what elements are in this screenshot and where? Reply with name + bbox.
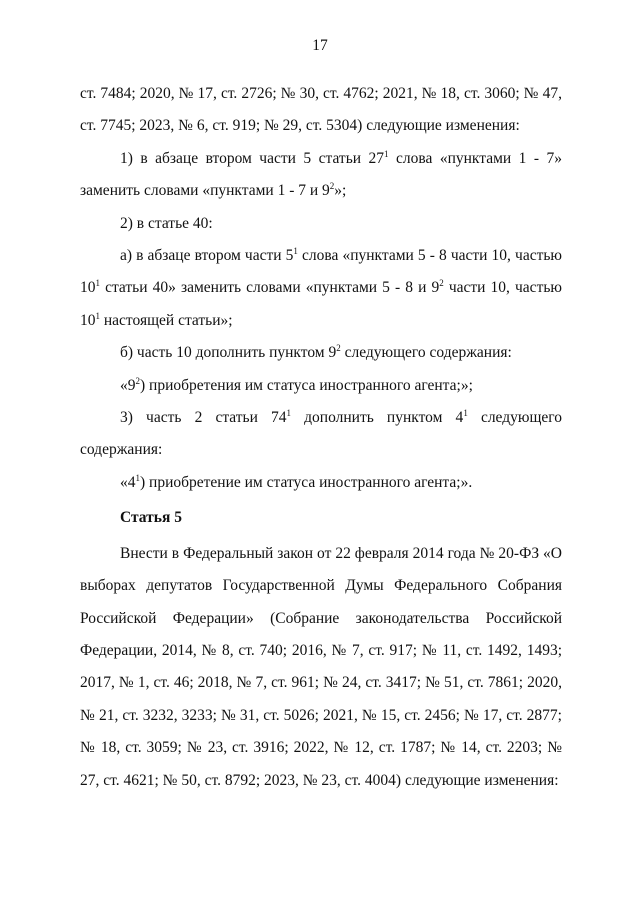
text-run: слова «пунктами 5 - 8 части 10, частью 10: [80, 247, 562, 297]
text-run: »;: [334, 182, 347, 200]
text-run: следующего содержания:: [340, 344, 512, 362]
page-number: 17: [312, 37, 328, 54]
superscript: 2: [329, 181, 335, 192]
superscript: 2: [135, 375, 140, 386]
text-run: настоящей статьи»;: [100, 311, 233, 329]
text-run: 3) часть 2 статьи 74: [120, 409, 287, 427]
paragraph-continuation: [80, 78, 562, 143]
text-run: дополнить пунктом 4: [291, 409, 464, 427]
paragraph-item-3: [80, 402, 562, 467]
paragraph-item-2: [80, 208, 562, 240]
superscript: 1: [135, 472, 140, 483]
text-run: статьи 40» заменить словами «пунктами 5 - 8 и 9: [100, 279, 440, 297]
paragraph-item-1: [80, 143, 562, 208]
superscript: 1: [286, 408, 292, 419]
text-run: 2) в статье 40:: [120, 214, 213, 232]
text-run: части 10, частью 10: [80, 279, 562, 329]
text-run: Внести в Федеральный закон от 22 февраля 2014 года № 20-ФЗ «О выборах депутатов Государственной Думы Федерального Собрания Российской Федерации» (Собрание законодательства Российской Федерации, 2014, № 8, ст. 740; 2016, № 7, ст. 917; № 11, ст. 1492, 1493; 2017, № 1, ст. 46; 2018, № 7, ст. 961; № 24, ст. 3417; № 51, ст. 7861; 2020, № 21, ст. 3232, 3233; № 31, ст. 5026; 2021, № 15, ст. 2456; № 17, ст. 2877; № 18, ст. 3059; № 23, ст. 3916; 2022, № 12, ст. 1787; № 14, ст. 2203; № 27, ст. 4621; № 50, ст. 8792; 2023, № 23, ст. 4004) следующие изменения:: [80, 544, 562, 789]
text-run: слова «пунктами 1 - 7» заменить словами «пунктами 1 - 7 и 9: [80, 149, 562, 200]
text-run: а) в абзаце втором части 5: [120, 247, 294, 265]
paragraph-article-5-body: [80, 538, 562, 797]
text-run: «4: [120, 473, 136, 491]
superscript: 1: [95, 278, 100, 289]
paragraph-item-2b: [80, 337, 562, 369]
text-run: б) часть 10 дополнить пунктом 9: [120, 344, 337, 362]
superscript: 1: [463, 408, 468, 419]
article-heading: Статья 5: [120, 509, 182, 527]
paragraph-quote-4-1: [80, 467, 562, 499]
paragraph-quote-9-2: [80, 370, 562, 402]
text-run: «9: [120, 376, 136, 394]
text-run: ст. 7484; 2020, № 17, ст. 2726; № 30, ст. 4762; 2021, № 18, ст. 3060; № 47, ст. 7745; 2023, № 6, ст. 919; № 29, ст. 5304) следующие изменения:: [80, 85, 562, 135]
text-run: ) приобретения им статуса иностранного агента;»;: [140, 376, 473, 394]
text-run: следующего содержания:: [80, 409, 562, 459]
superscript: 1: [384, 148, 389, 159]
document-body: [80, 78, 562, 797]
text-run: 1) в абзаце втором части 5 статьи 27: [120, 149, 385, 167]
superscript: 1: [293, 246, 298, 257]
text-run: ) приобретение им статуса иностранного агента;».: [140, 473, 473, 491]
superscript: 2: [439, 278, 444, 289]
paragraph-item-2a: [80, 240, 562, 337]
superscript: 1: [95, 310, 100, 321]
superscript: 2: [336, 343, 341, 354]
